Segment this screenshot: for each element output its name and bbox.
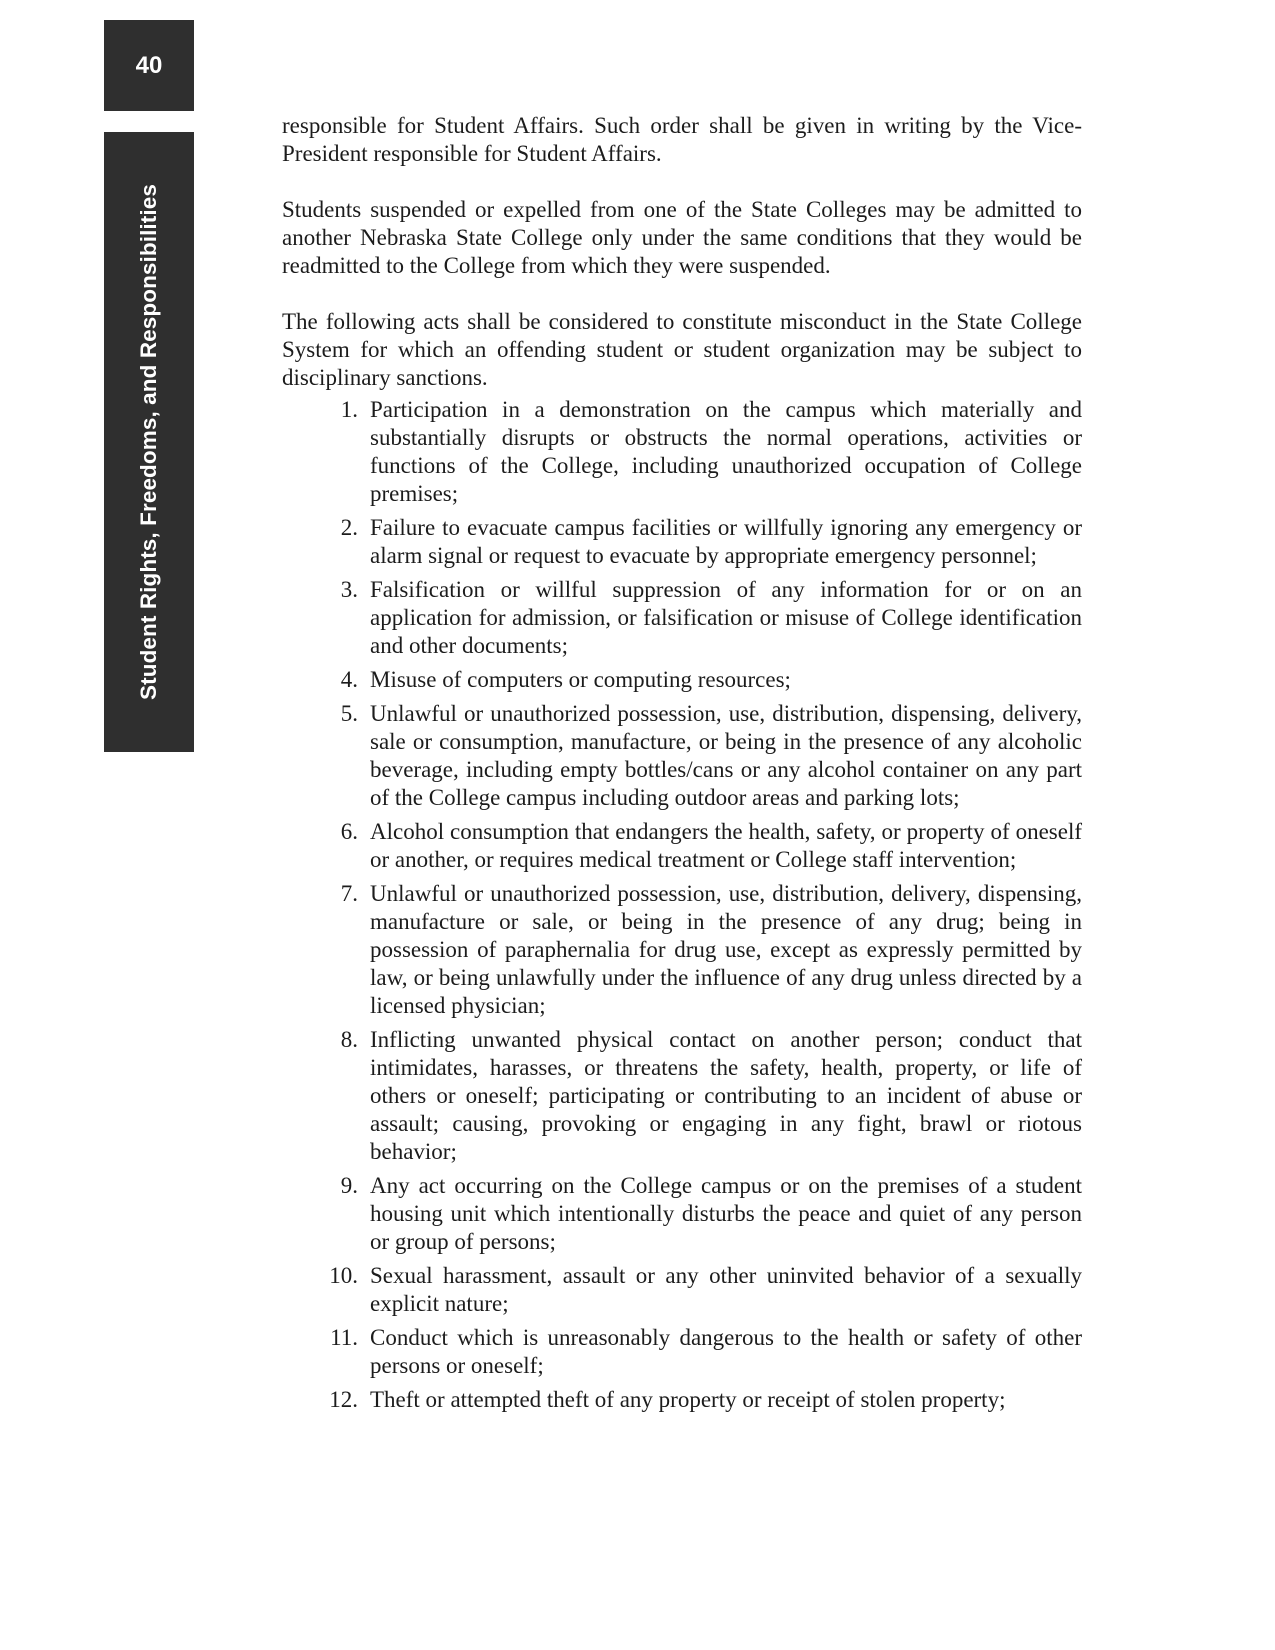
list-item-number: 6. [340,819,358,844]
list-item-number: 9. [340,1173,358,1198]
list-item [282,1026,1082,1166]
list-item [282,818,1082,874]
list-item-text: Unlawful or unauthorized possession, use, distribution, dispensing, delivery, sale or consumption, manufacture, or being in the presence of any alcoholic beverage, including empty bottles/cans or any alcohol container on any part of the College campus including outdoor areas and parking lots; [370,701,1082,810]
list-item-number: 5. [340,701,358,726]
list-item-text: Participation in a demonstration on the campus which materially and substantially disrupts or obstructs the normal operations, activities or functions of the College, including unauthorized occupation of College premises; [370,397,1082,506]
list-item-text: Conduct which is unreasonably dangerous to the health or safety of other persons or oneself; [370,1325,1082,1378]
list-item-text: Falsification or willful suppression of any information for or on an application for admission, or falsification or misuse of College identification and other documents; [370,577,1082,658]
list-item-number: 4. [340,667,358,692]
list-item [282,1324,1082,1380]
list-item-number: 2. [340,515,358,540]
list-item [282,576,1082,660]
list-item-number: 11. [330,1325,358,1350]
list-item-number: 12. [329,1387,358,1412]
list-item-text: Sexual harassment, assault or any other uninvited behavior of a sexually explicit nature; [370,1263,1082,1316]
paragraph-readmission: Students suspended or expelled from one of the State Colleges may be admitted to another Nebraska State College only under the same conditions that they would be readmitted to the College from which they were suspended. [282,197,1082,278]
paragraph-misconduct-intro: The following acts shall be considered to constitute misconduct in the State College System for which an offending student or student organization may be subject to disciplinary sanctions. [282,309,1082,390]
list-item [282,1172,1082,1256]
list-item [282,700,1082,812]
list-item-text: Alcohol consumption that endangers the health, safety, or property of oneself or another, or requires medical treatment or College staff intervention; [370,819,1082,872]
page-number: 40 [135,51,163,79]
list-item-text: Any act occurring on the College campus or on the premises of a student housing unit which intentionally disturbs the peace and quiet of any person or group of persons; [370,1173,1082,1254]
list-item [282,514,1082,570]
section-tab-title: Student Rights, Freedoms, and Responsibilities [136,184,161,700]
list-item-number: 3. [340,577,358,602]
list-item [282,1262,1082,1318]
misconduct-list [282,396,1082,1414]
page-number-tab [104,20,194,111]
list-item [282,666,1082,694]
list-item-text: Unlawful or unauthorized possession, use, distribution, delivery, dispensing, manufacture or sale, or being in the presence of any drug; being in possession of paraphernalia for drug use, except as expressly permitted by law, or being unlawfully under the influence of any drug unless directed by a licensed physician; [370,881,1082,1018]
section-side-tab [104,132,194,752]
paragraph-order-continued: responsible for Student Affairs. Such order shall be given in writing by the Vice-President responsible for Student Affairs. [282,113,1082,166]
list-item-text: Misuse of computers or computing resources; [370,667,791,692]
page-body [282,112,1082,1420]
list-item-number: 8. [340,1027,358,1052]
list-item [282,396,1082,508]
list-item-number: 10. [329,1263,358,1288]
list-item [282,880,1082,1020]
list-item-text: Failure to evacuate campus facilities or willfully ignoring any emergency or alarm signal or request to evacuate by appropriate emergency personnel; [370,515,1082,568]
list-item-number: 7. [340,881,358,906]
list-item-number: 1. [340,397,358,422]
list-item-text: Inflicting unwanted physical contact on another person; conduct that intimidates, harasses, or threatens the safety, health, property, or life of others or oneself; participating or contributing to an incident of abuse or assault; causing, provoking or engaging in any fight, brawl or riotous behavior; [370,1027,1082,1164]
list-item-text: Theft or attempted theft of any property or receipt of stolen property; [370,1387,1006,1412]
list-item [282,1386,1082,1414]
